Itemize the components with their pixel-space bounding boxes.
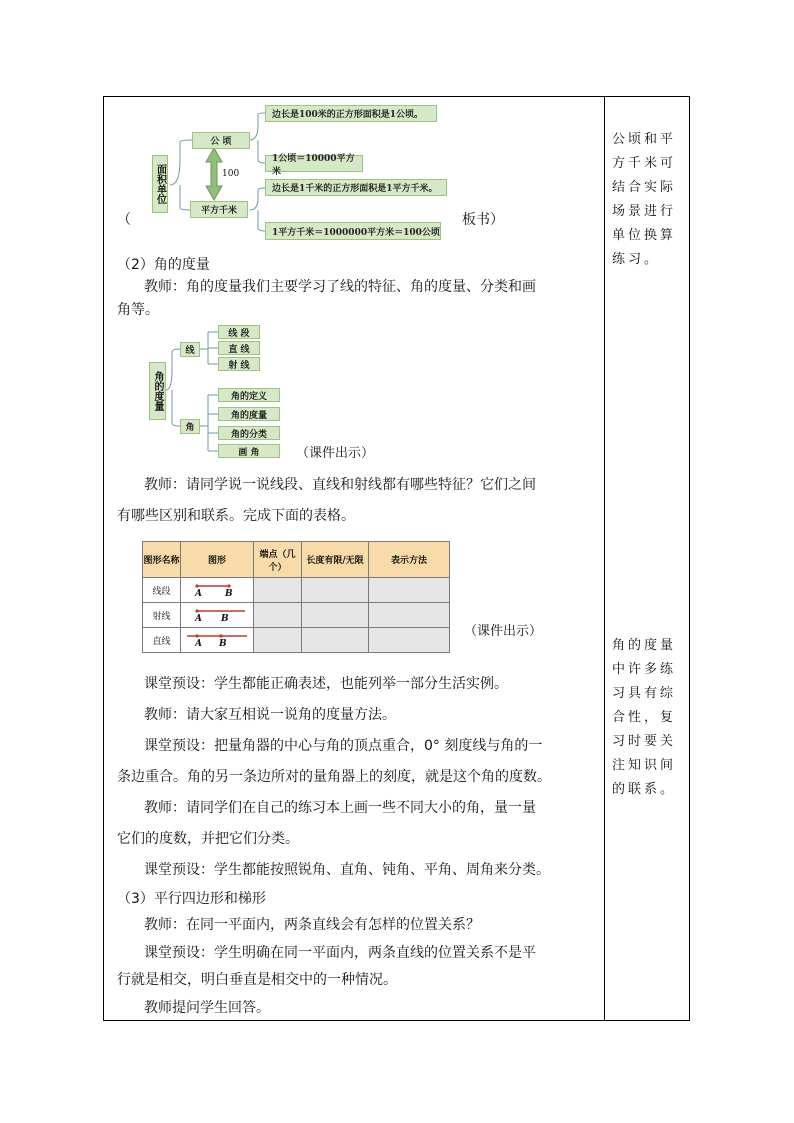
board-caption: 板书） [462, 212, 504, 228]
point-a-label: A [195, 614, 202, 624]
teacher-line-cont: 角等。 [117, 302, 159, 318]
angle-item-measure: 角的度量 [218, 407, 280, 421]
side-note-2: 角的度量中许多练习具有综合性，复习时要关注知识间的联系。 [612, 638, 677, 797]
hectare-conversion: 1公顷＝10000平方米 [265, 155, 363, 172]
side-note-1: 公顷和平方千米可结合实际场景进行单位换算练习。 [612, 132, 677, 267]
paragraph-preset-3: 课堂预设：把量角器的中心与角的顶点重合，0° 刻度线与角的一 [144, 738, 543, 754]
line-item-segment: 线 段 [218, 325, 260, 339]
section-heading-angle: （2）角的度量 [117, 257, 210, 273]
notation-cell [369, 578, 450, 603]
line-item-ray: 射 线 [218, 357, 260, 371]
ray-figure [181, 603, 254, 628]
paragraph-preset-7: 课堂预设：学生明确在同一平面内，两条直线的位置关系不是平 [144, 945, 536, 961]
open-paren: （ [117, 212, 131, 228]
paragraph-teacher-8: 教师提问学生回答。 [144, 1000, 270, 1016]
table-header-endpoints: 端点（几个） [254, 542, 302, 578]
courseware-caption-2: （课件出示） [464, 624, 543, 639]
length-cell [302, 603, 369, 628]
courseware-caption-1: （课件出示） [296, 446, 375, 461]
row-name: 射线 [143, 603, 181, 628]
angle-item-classify: 角的分类 [218, 426, 280, 440]
segment-line-icon [181, 578, 253, 602]
area-root-node: 面积单位 [152, 155, 168, 213]
table-row [143, 603, 450, 628]
straight-line-figure [181, 628, 254, 653]
table-row [143, 628, 450, 653]
line-item-straight: 直 线 [218, 341, 260, 355]
point-a-label: A [195, 639, 202, 649]
paragraph-preset-3-cont: 条边重合。角的另一条边所对的量角器上的刻度，就是这个角的度数。 [117, 769, 551, 785]
table-header-length: 长度有限/无限 [302, 542, 369, 578]
endpoints-cell [254, 628, 302, 653]
straight-line-icon [181, 628, 253, 652]
paragraph-preset-5: 课堂预设：学生都能按照锐角、直角、钝角、平角、周角来分类。 [144, 862, 550, 878]
paragraph-teacher-2: 教师：请大家互相说一说角的度量方法。 [144, 707, 396, 723]
teacher-line: 教师：角的度量我们主要学习了线的特征、角的度量、分类和画 [144, 279, 536, 295]
table-row [143, 578, 450, 603]
hectare-definition: 边长是100米的正方形面积是1公顷。 [265, 105, 437, 122]
table-header-name: 图形名称 [143, 542, 181, 578]
angle-item-draw: 画 角 [218, 444, 280, 458]
point-b-label: B [225, 589, 233, 599]
length-cell [302, 578, 369, 603]
point-b-label: B [221, 614, 229, 624]
hectare-node: 公 顷 [192, 132, 250, 149]
table-header-notation: 表示方法 [369, 542, 450, 578]
angle-root-node: 角的度量 [149, 362, 166, 420]
paragraph-teacher-4-cont: 它们的度数，并把它们分类。 [117, 831, 299, 847]
notation-cell [369, 603, 450, 628]
paragraph-preset-7-cont: 行就是相交，明白垂直是相交中的一种情况。 [117, 972, 397, 988]
line-node: 线 [180, 342, 200, 357]
point-b-label: B [219, 639, 227, 649]
row-name: 线段 [143, 578, 181, 603]
km2-definition: 边长是1千米的正方形面积是1平方千米。 [265, 179, 447, 196]
segment-figure [181, 578, 254, 603]
angle-item-definition: 角的定义 [218, 388, 280, 402]
km2-node: 平方千米 [190, 201, 248, 218]
endpoints-cell [254, 578, 302, 603]
teacher-question-line: 教师：请同学说一说线段、直线和射线都有哪些特征？它们之间 [144, 477, 536, 493]
km2-conversion: 1平方千米＝1000000平方米＝100公顷 [265, 222, 441, 240]
paragraph-teacher-6: 教师：在同一平面内，两条直线会有怎样的位置关系？ [144, 917, 480, 933]
arrow-label: 100 [222, 169, 240, 179]
paragraph-preset-1: 课堂预设：学生都能正确表述，也能列举一部分生活实例。 [144, 676, 508, 692]
teacher-question-line-cont: 有哪些区别和联系。完成下面的表格。 [117, 508, 355, 524]
line-feature-table [142, 541, 450, 653]
length-cell [302, 628, 369, 653]
ray-line-icon [181, 603, 253, 627]
section-heading-parallelogram: （3）平行四边形和梯形 [117, 891, 266, 907]
table-header-figure: 图形 [181, 542, 254, 578]
angle-node: 角 [180, 419, 200, 434]
point-a-label: A [195, 589, 202, 599]
endpoints-cell [254, 603, 302, 628]
row-name: 直线 [143, 628, 181, 653]
angle-diagram-connectors [0, 0, 794, 470]
paragraph-teacher-4: 教师：请同学们在自己的练习本上画一些不同大小的角，量一量 [144, 800, 536, 816]
notation-cell [369, 628, 450, 653]
